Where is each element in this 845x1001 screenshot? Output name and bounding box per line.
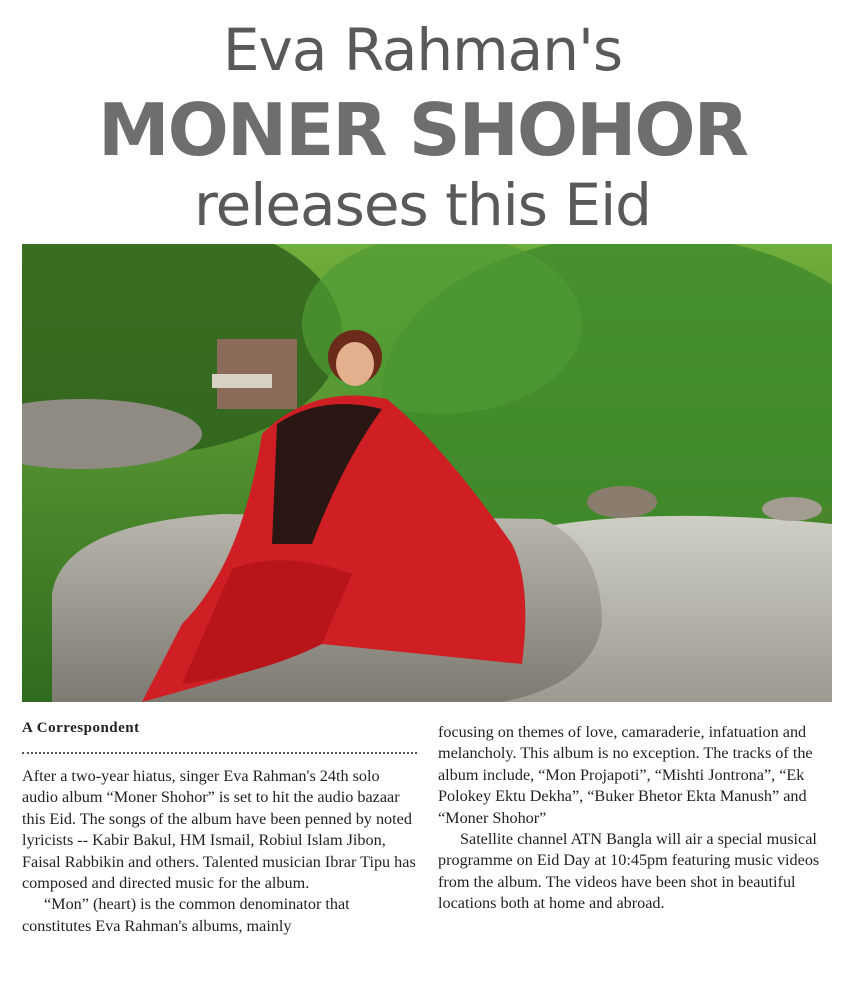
article-paragraph: After a two-year hiatus, singer Eva Rahman's 24th solo audio album “Moner Shohor” is set to hit the audio bazaar this Eid. The songs of the album have been penned by noted lyricists -- Kabir Bakul, HM Ismail, Robiul Islam Jibon, Faisal Rabbikin and others. Talented musician Ibrar Tipu has composed and directed music for the album. [22,767,416,893]
article-paragraph: Satellite channel ATN Bangla will air a special musical programme on Eid Day at 10:45pm featuring music videos from the album. The videos have been shot in beautiful locations both at home and abroad. [438,830,820,913]
article-photo [22,244,832,702]
headline-line-3: releases this Eid [194,171,651,239]
article-column-1 [22,766,417,937]
byline: A Correspondent [22,720,140,736]
headline-title: MONER SHOHOR [97,88,748,172]
byline-divider [22,752,417,754]
article-column-2 [438,722,830,915]
article-paragraph: “Mon” (heart) is the common denominator that constitutes Eva Rahman's albums, mainly [22,895,350,935]
headline-line-1: Eva Rahman's [222,16,623,84]
article-paragraph: focusing on themes of love, camaraderie, infatuation and melancholy. This album is no exception. The tracks of the album include, “Mon Projapoti”, “Mishti Jontrona”, “Ek Polokey Ektu Dekha”, “Buker Bhetor Ekta Manush” and “Moner Shohor” [438,723,813,827]
